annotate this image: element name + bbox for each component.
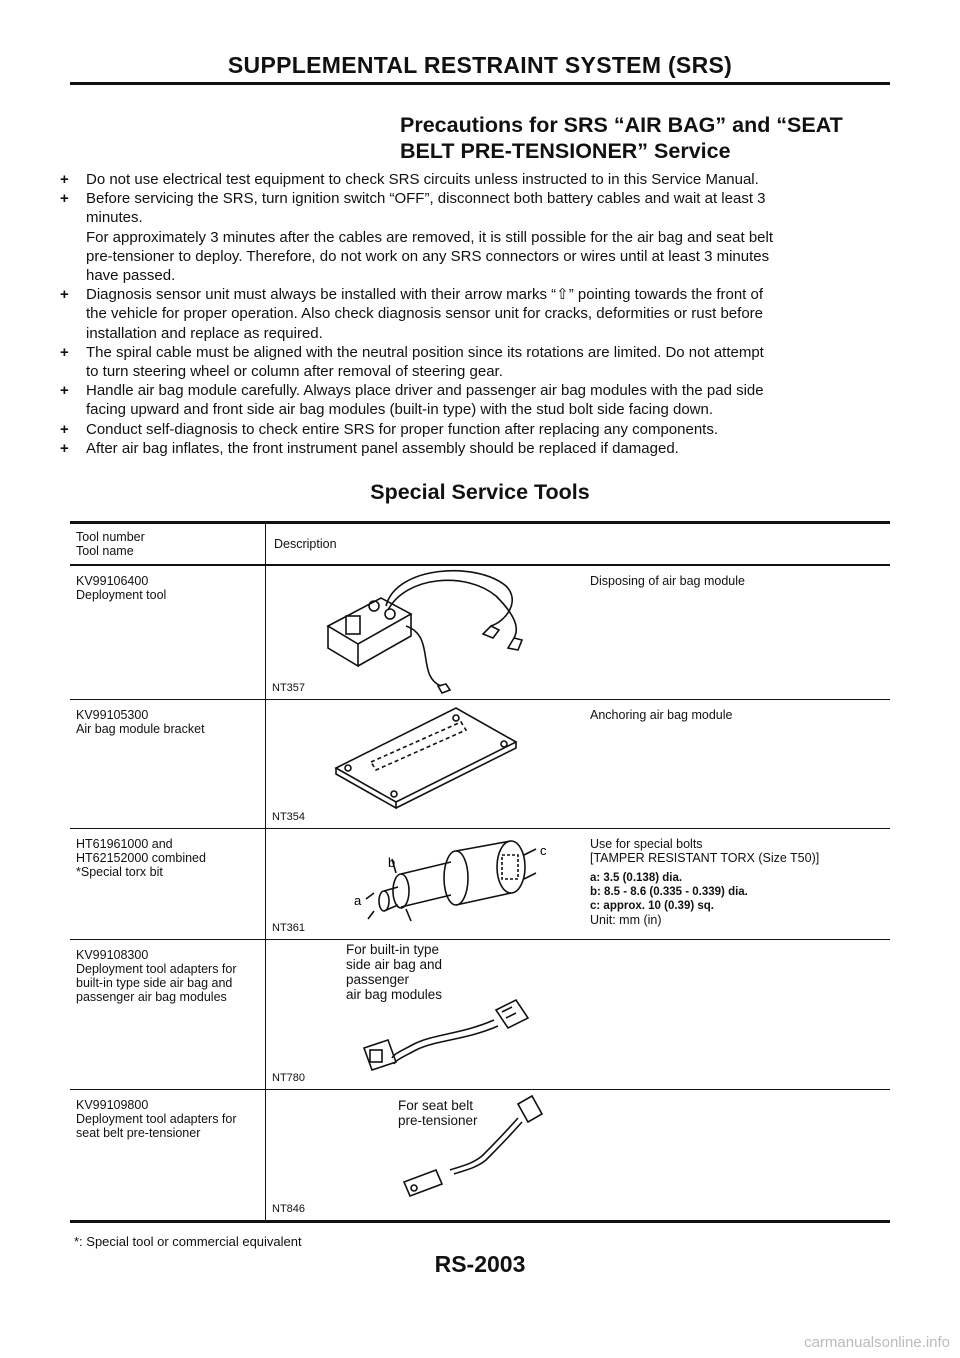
bullet-mark: +: [60, 190, 69, 208]
list-item: [60, 381, 895, 419]
header-blank: [586, 540, 890, 548]
special-tools-title: Special Service Tools: [370, 480, 590, 504]
list-item-line: Conduct self-diagnosis to check entire SRS for proper function after replacing any components.: [86, 420, 719, 438]
unit-text: Unit: mm (in): [590, 913, 662, 927]
table-row: [70, 829, 890, 940]
tool-name: seat belt pre-tensioner: [76, 1126, 201, 1140]
list-item-line: the vehicle for proper operation. Also check diagnosis sensor unit for cracks, deformities or rust before: [86, 305, 763, 323]
list-item: [60, 420, 895, 439]
tool-cell: [70, 940, 266, 1089]
description-cell: [586, 1090, 890, 1220]
section-title-line-2: BELT PRE-TENSIONER” Service: [400, 139, 731, 163]
tool-name: Deployment tool: [76, 588, 167, 602]
list-item: [60, 343, 895, 381]
bullet-mark: +: [60, 286, 69, 304]
tool-number: HT62152000 combined: [76, 851, 206, 865]
seat-belt-adapter-illustration: [266, 1090, 586, 1220]
tool-name: built-in type side air bag and: [76, 976, 233, 990]
tool-number: HT61961000 and: [76, 837, 173, 851]
description-cell: [586, 940, 890, 1089]
tool-number: KV99106400: [76, 574, 149, 588]
watermark: carmanualsonline.info: [804, 1334, 950, 1351]
list-item-line: installation and replace as required.: [86, 324, 323, 342]
list-item-line: The spiral cable must be aligned with the neutral position since its rotations are limited. Do not attempt: [86, 343, 764, 361]
table-row: [70, 1090, 890, 1220]
special-tools-table: [70, 521, 890, 1223]
description-cell: [586, 829, 890, 939]
footnote: *: Special tool or commercial equivalent: [74, 1234, 302, 1249]
list-item-line: have passed.: [86, 267, 176, 285]
bullet-mark: +: [60, 343, 69, 361]
dimension-a: a: 3.5 (0.138) dia.: [590, 872, 683, 884]
description-text: Disposing of air bag module: [590, 574, 745, 588]
dimension-b: b: 8.5 - 8.6 (0.335 - 0.339) dia.: [590, 886, 748, 898]
description-cell: [586, 566, 890, 699]
tool-number: KV99109800: [76, 1098, 149, 1112]
header-tool-name: Tool name: [76, 544, 134, 558]
side-airbag-adapter-illustration: [266, 940, 586, 1089]
callout-line: pre-tensioner: [398, 1113, 478, 1128]
list-item: [60, 189, 895, 285]
label-a: a: [354, 893, 362, 908]
list-item-line: Diagnosis sensor unit must always be installed with their arrow marks “⇧” pointing towards the front of: [86, 286, 764, 304]
tool-name: Deployment tool adapters for: [76, 1112, 237, 1126]
table-row: [70, 700, 890, 829]
tool-name: passenger air bag modules: [76, 990, 227, 1004]
deployment-tool-illustration: [266, 566, 586, 699]
list-item-line: After air bag inflates, the front instrument panel assembly should be replaced if damaged.: [86, 439, 679, 457]
list-item: [60, 439, 895, 458]
callout-line: side air bag and: [346, 957, 443, 972]
precautions-list: [60, 170, 895, 458]
tool-number: KV99108300: [76, 948, 149, 962]
table-row: [70, 566, 890, 700]
page-header-title: SUPPLEMENTAL RESTRAINT SYSTEM (SRS): [227, 52, 733, 78]
tool-name: *Special torx bit: [76, 865, 163, 879]
list-item-line: Before servicing the SRS, turn ignition switch “OFF”, disconnect both battery cables and wait at least 3: [86, 190, 766, 208]
description-text: [TAMPER RESISTANT TORX (Size T50)]: [590, 851, 820, 865]
list-item-line: minutes.: [86, 209, 143, 227]
bracket-illustration: [266, 700, 586, 828]
bullet-mark: +: [60, 171, 69, 188]
tool-cell: [70, 566, 266, 699]
figure-cell: [266, 829, 586, 939]
header-rule: [70, 82, 890, 85]
page-number: RS-2003: [434, 1251, 526, 1277]
bullet-mark: +: [60, 382, 69, 400]
figure-code: NT846: [272, 1203, 306, 1215]
list-item-line: facing upward and front side air bag modules (built-in type) with the stud bolt side facing down.: [86, 401, 714, 419]
list-item-line: Do not use electrical test equipment to check SRS circuits unless instructed to in this Service Manual.: [86, 171, 759, 188]
callout-line: For built-in type: [346, 942, 440, 957]
section-title: [400, 112, 843, 164]
list-item: [60, 285, 895, 343]
tool-cell: [70, 1090, 266, 1220]
header-tool-cell: [70, 524, 266, 564]
dimension-c: c: approx. 10 (0.39) sq.: [590, 900, 714, 912]
figure-cell: [266, 1090, 586, 1220]
tool-number: KV99105300: [76, 708, 149, 722]
section-title-line-1: Precautions for SRS “AIR BAG” and “SEAT: [400, 113, 843, 137]
bullet-mark: +: [60, 420, 69, 438]
figure-code: NT354: [272, 811, 306, 823]
description-cell: [586, 700, 890, 828]
description-text: Use for special bolts: [590, 837, 703, 851]
figure-code: NT357: [272, 682, 306, 694]
list-item-line: Handle air bag module carefully. Always place driver and passenger air bag modules with the pad side: [86, 382, 764, 400]
list-item: [60, 170, 895, 189]
figure-cell: [266, 700, 586, 828]
table-row: [70, 940, 890, 1090]
figure-code: NT361: [272, 922, 306, 934]
table-header-row: [70, 524, 890, 566]
callout-line: passenger: [346, 972, 410, 987]
torx-bit-illustration: [266, 829, 586, 939]
label-c: c: [540, 843, 547, 858]
header-tool-number: Tool number: [76, 530, 145, 544]
list-item-line: For approximately 3 minutes after the cables are removed, it is still possible for the air bag and seat belt: [86, 228, 774, 246]
figure-cell: [266, 566, 586, 699]
header-description: Description: [274, 537, 337, 551]
tool-cell: [70, 829, 266, 939]
tool-name: Air bag module bracket: [76, 722, 205, 736]
list-item-line: pre-tensioner to deploy. Therefore, do not work on any SRS connectors or wires until at least 3 minutes: [86, 247, 770, 265]
figure-cell: [266, 940, 586, 1089]
callout-line: For seat belt: [398, 1098, 474, 1113]
label-b: b: [388, 855, 396, 870]
list-item-line: to turn steering wheel or column after removal of steering gear.: [86, 363, 503, 381]
description-text: Anchoring air bag module: [590, 708, 733, 722]
callout-line: air bag modules: [346, 987, 443, 1002]
tool-cell: [70, 700, 266, 828]
figure-code: NT780: [272, 1072, 306, 1084]
tool-name: Deployment tool adapters for: [76, 962, 237, 976]
bullet-mark: +: [60, 439, 69, 457]
